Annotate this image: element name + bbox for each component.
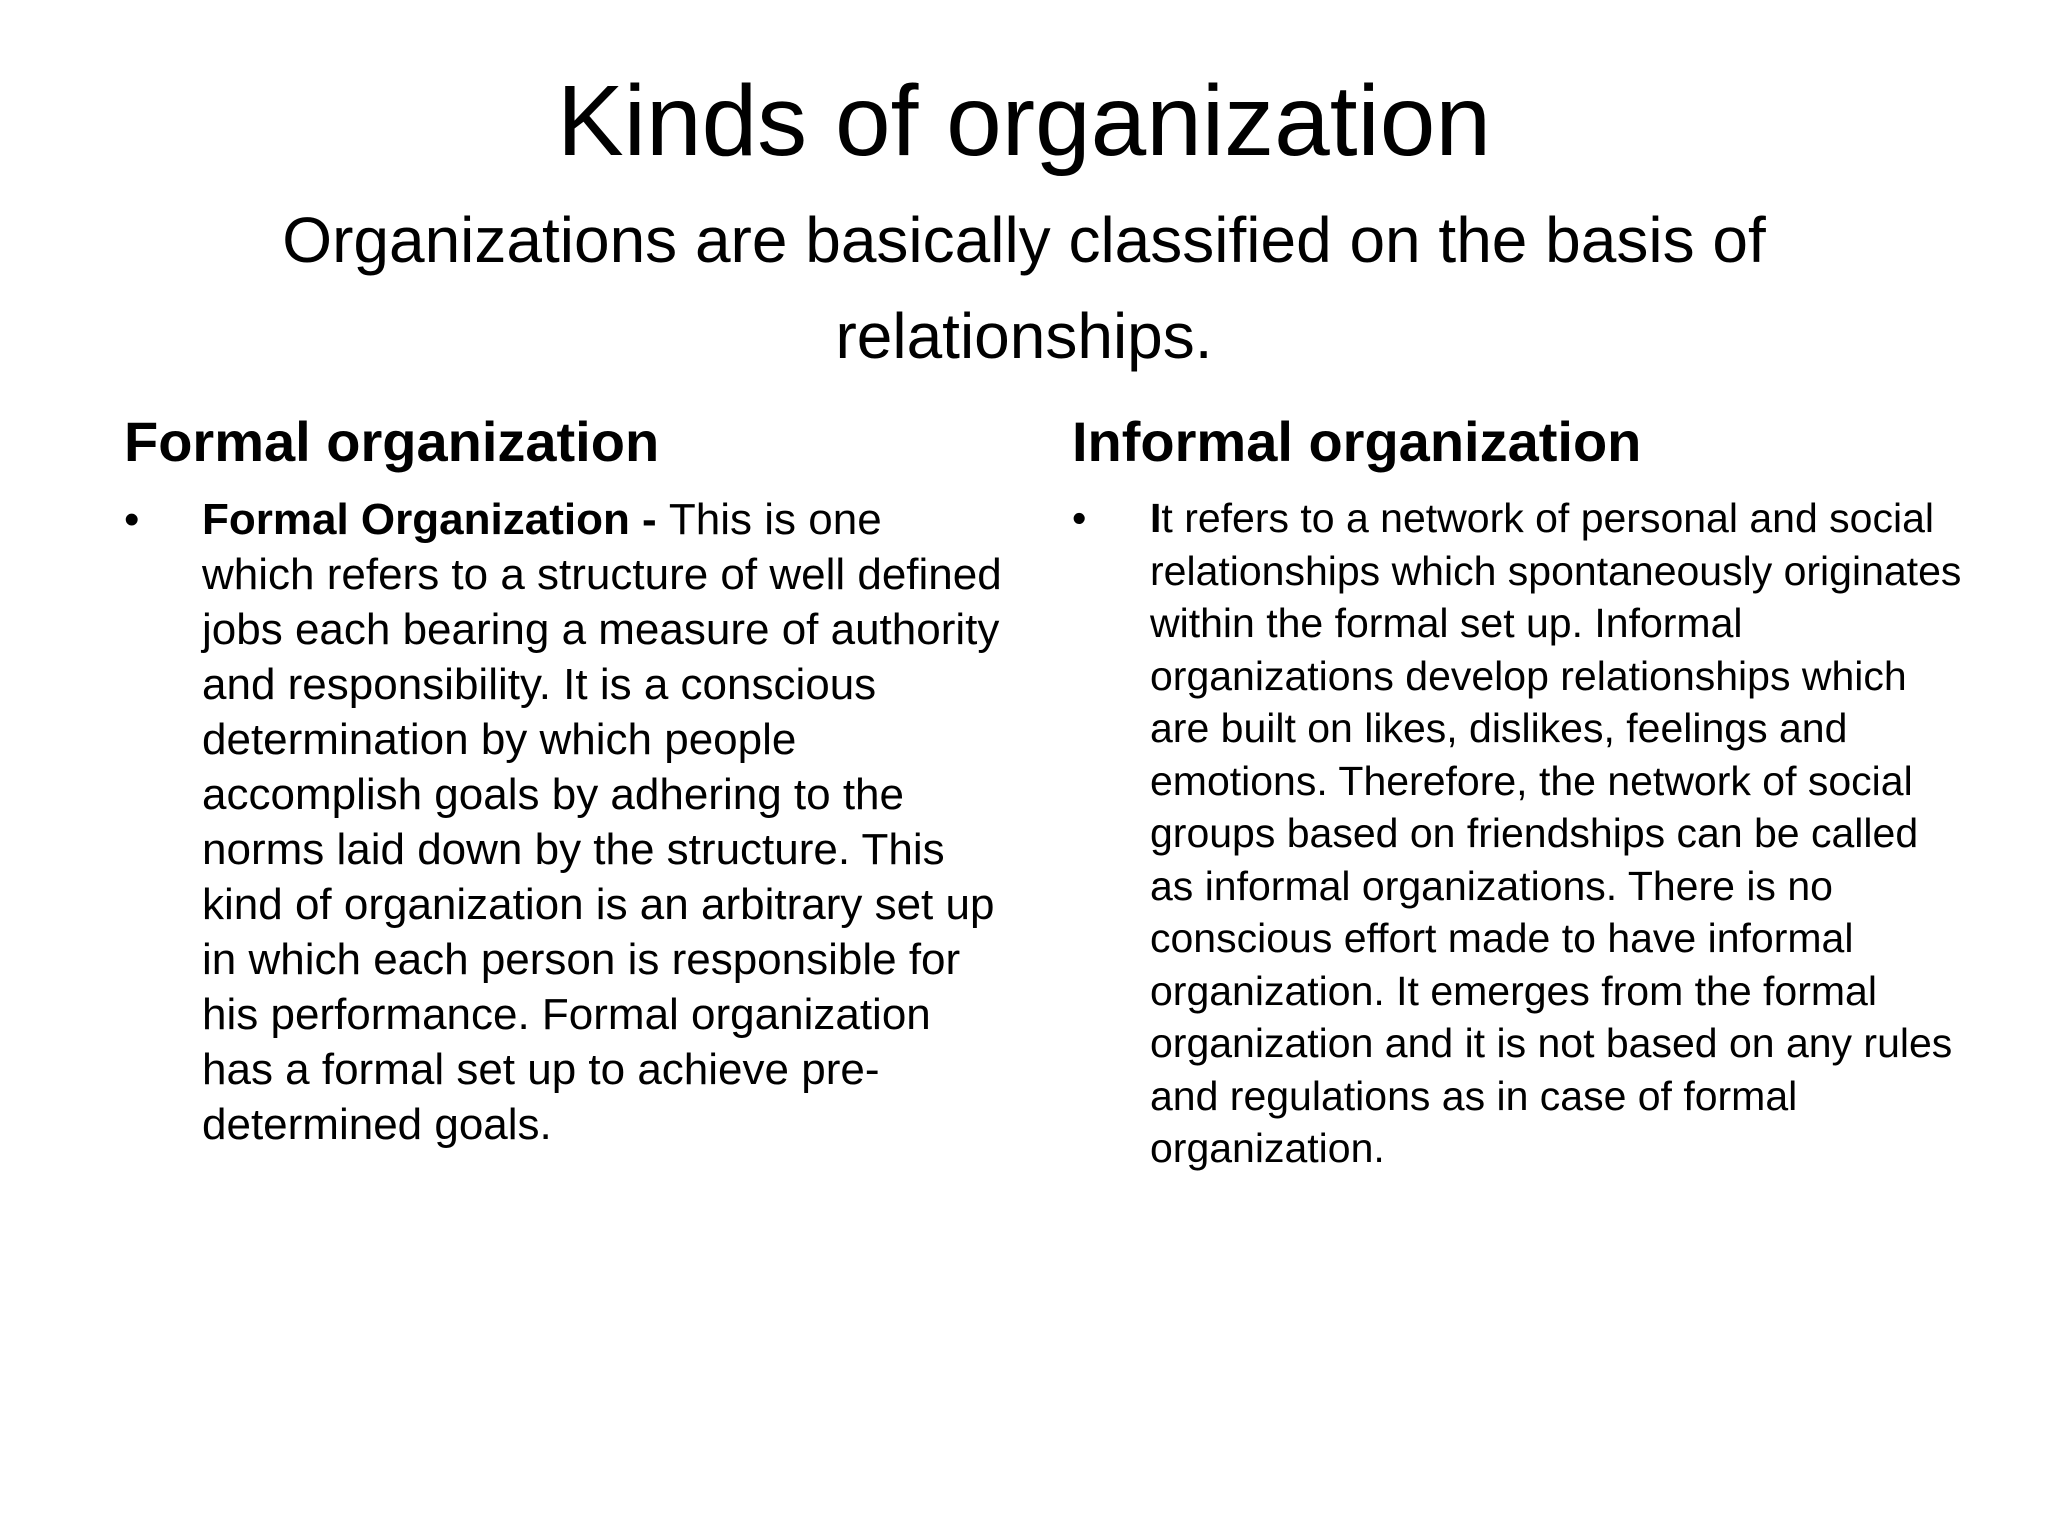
- formal-organization-description: This is one which refers to a structure of well defined jobs each bearing a measure of authority and responsibility. It is a conscious determination by which people accomplish goals by adhering to the norms laid down by the structure. This kind of organization is an arbitrary set up in which each person is responsible for his performance. Formal organization has a formal set up to achieve pre- determined goals.: [202, 495, 1002, 1149]
- formal-organization-column: [124, 400, 1004, 1152]
- informal-organization-column: [1072, 400, 1972, 1175]
- informal-organization-bullet: [1072, 492, 1972, 1175]
- formal-organization-text: [202, 492, 1004, 1152]
- informal-organization-lead: I: [1150, 495, 1162, 541]
- informal-organization-heading: Informal organization: [1072, 410, 1642, 473]
- formal-organization-heading: Formal organization: [124, 410, 660, 473]
- formal-organization-lead: Formal Organization -: [202, 495, 669, 544]
- formal-organization-bullet: [124, 492, 1004, 1152]
- bullet-icon: •: [1072, 495, 1087, 541]
- slide-title: Kinds of organization: [557, 65, 1491, 177]
- slide-subtitle: Organizations are basically classified on the basis of relationships.: [282, 204, 1766, 372]
- informal-organization-text: [1150, 492, 1972, 1175]
- informal-organization-description: t refers to a network of personal and social relationships which spontaneously originates within the formal set up. Informal organizations develop relationships which are built on likes, dislikes, feelings and emotions. Therefore, the network of social groups based on friendships can be called as informal organizations. There is no conscious effort made to have informal organization. It emerges from the formal organization and it is not based on any rules and regulations as in case of formal organization.: [1150, 495, 1962, 1171]
- bullet-icon: •: [124, 495, 140, 544]
